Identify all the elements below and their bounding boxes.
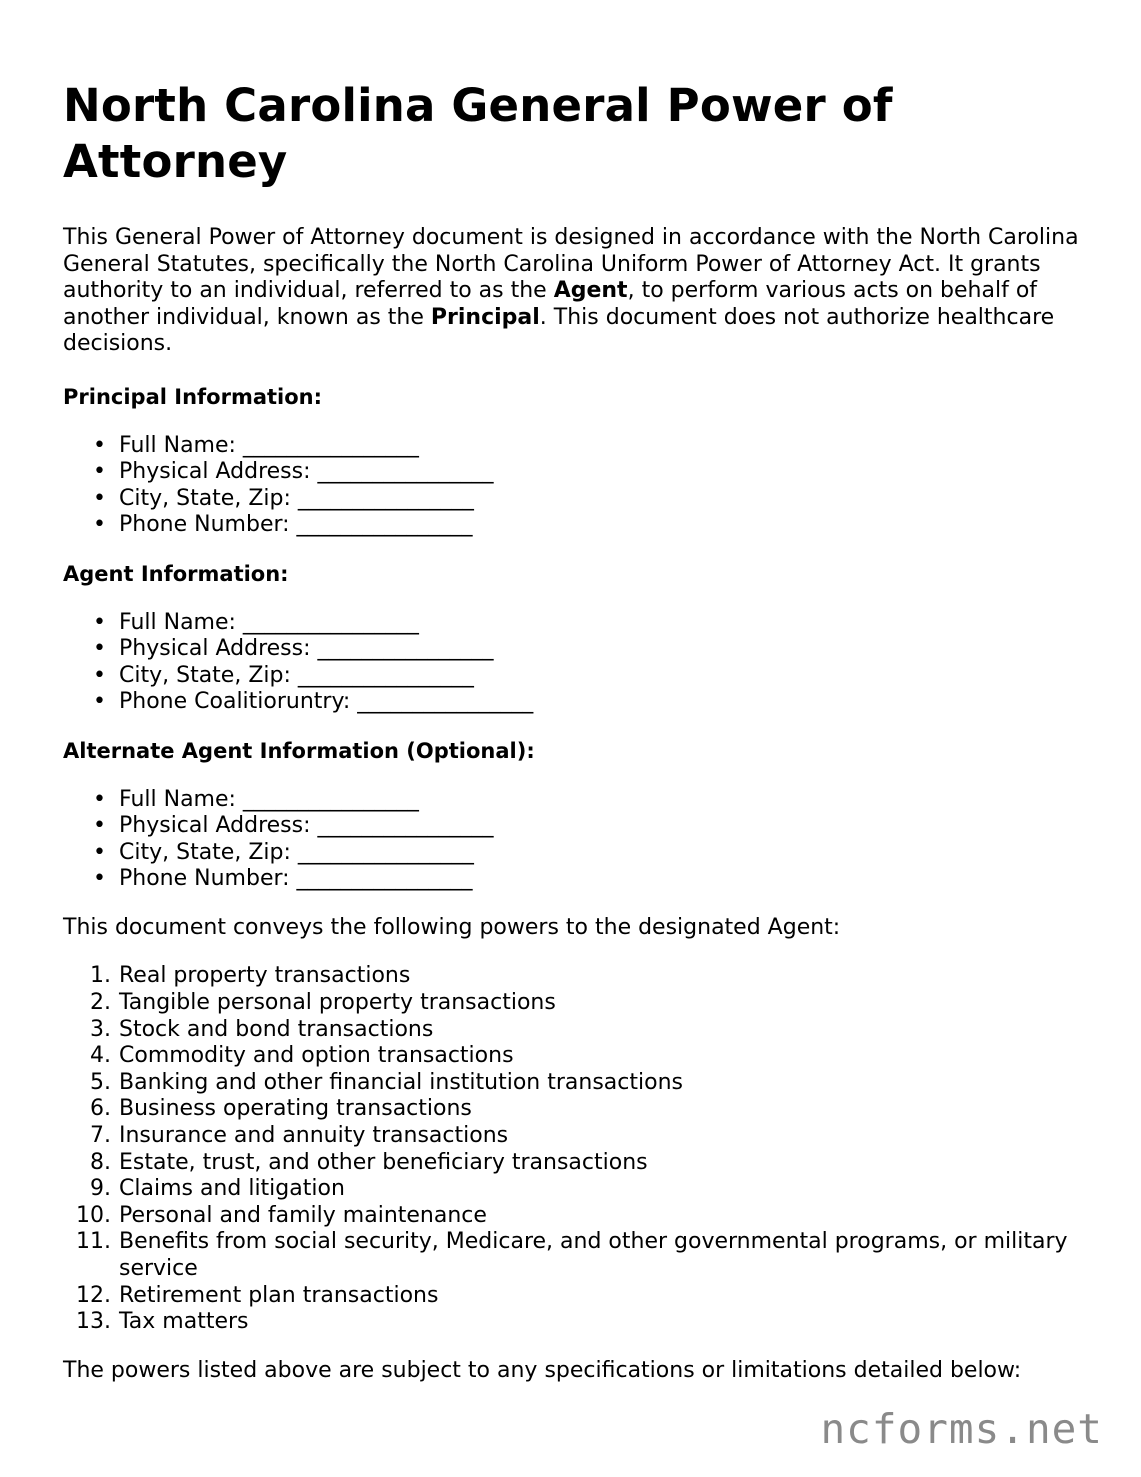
agent-fields xyxy=(63,610,1093,716)
agent-city-field: • City, State, Zip: ________________ xyxy=(93,662,474,688)
bullet-icon: • xyxy=(93,689,106,715)
bullet-icon: • xyxy=(93,866,106,892)
alternate-agent-phone-field: • Phone Number: ________________ xyxy=(93,866,473,892)
bullet-icon: • xyxy=(93,512,106,538)
bullet-icon: • xyxy=(93,662,106,688)
agent-term: Agent xyxy=(553,278,628,304)
powers-lead: This document conveys the following powers to the designated Agent: xyxy=(63,914,841,940)
intro-paragraph xyxy=(63,225,1093,358)
bullet-icon: • xyxy=(93,432,106,458)
closing-paragraph: The powers listed above are subject to any specifications or limitations detailed below: xyxy=(63,1357,1022,1383)
alternate-agent-full-name-field: • Full Name: ________________ xyxy=(93,786,419,812)
agent-heading: Agent Information: xyxy=(63,561,289,586)
bullet-icon: • xyxy=(93,813,106,839)
alternate-agent-address-field: • Physical Address: ________________ xyxy=(93,813,494,839)
power-item: 3. Stock and bond transactions xyxy=(90,1016,434,1042)
bullet-icon: • xyxy=(93,839,106,865)
document-page xyxy=(63,78,1093,1384)
intro-text-1: This General Power of Attorney document is designed in accordance with the North Carolina General Statutes, specifically the North Carolina Uniform Power of Attorney Act. It grants authority to an individual, referred to as the xyxy=(63,225,1079,304)
power-item: 4. Commodity and option transactions xyxy=(90,1043,514,1069)
bullet-icon: • xyxy=(93,636,106,662)
alternate-agent-heading: Alternate Agent Information (Optional): xyxy=(63,738,535,763)
power-item: 12. Retirement plan transactions xyxy=(76,1282,439,1308)
page-title: North Carolina General Power of Attorney xyxy=(63,79,893,188)
principal-address-field: • Physical Address: ________________ xyxy=(93,459,494,485)
bullet-icon: • xyxy=(93,459,106,485)
principal-fields xyxy=(63,433,1093,539)
alternate-agent-fields xyxy=(63,787,1093,893)
power-item: 11. Benefits from social security, Medicare, and other governmental programs, or military service xyxy=(76,1229,1068,1281)
principal-heading: Principal Information: xyxy=(63,384,323,409)
power-item: 2. Tangible personal property transactions xyxy=(90,990,556,1016)
bullet-icon: • xyxy=(93,786,106,812)
bullet-icon: • xyxy=(93,485,106,511)
power-item: 5. Banking and other financial institution transactions xyxy=(90,1069,683,1095)
site-watermark: ncforms.net xyxy=(820,1405,1103,1453)
agent-phone-field: • Phone Coalitioruntry: ________________ xyxy=(93,689,534,715)
powers-list xyxy=(63,963,1093,1335)
principal-city-field: • City, State, Zip: ________________ xyxy=(93,485,474,511)
agent-full-name-field: • Full Name: ________________ xyxy=(93,609,419,635)
power-item: 6. Business operating transactions xyxy=(90,1096,472,1122)
principal-term: Principal xyxy=(430,304,540,330)
intro-text-2: , to perform various acts on behalf of another individual, known as the xyxy=(63,278,1038,330)
power-item: 13. Tax matters xyxy=(76,1309,249,1335)
principal-phone-field: • Phone Number: ________________ xyxy=(93,512,473,538)
agent-address-field: • Physical Address: ________________ xyxy=(93,636,494,662)
principal-full-name-field: • Full Name: ________________ xyxy=(93,432,419,458)
alternate-agent-city-field: • City, State, Zip: ________________ xyxy=(93,839,474,865)
intro-text-3: . This document does not authorize healthcare decisions. xyxy=(63,304,1055,357)
power-item: 10. Personal and family maintenance xyxy=(76,1202,487,1228)
power-item: 8. Estate, trust, and other beneficiary transactions xyxy=(90,1149,648,1175)
power-item: 9. Claims and litigation xyxy=(90,1176,345,1202)
power-item: 7. Insurance and annuity transactions xyxy=(90,1123,509,1149)
power-item: 1. Real property transactions xyxy=(90,963,411,989)
bullet-icon: • xyxy=(93,609,106,635)
